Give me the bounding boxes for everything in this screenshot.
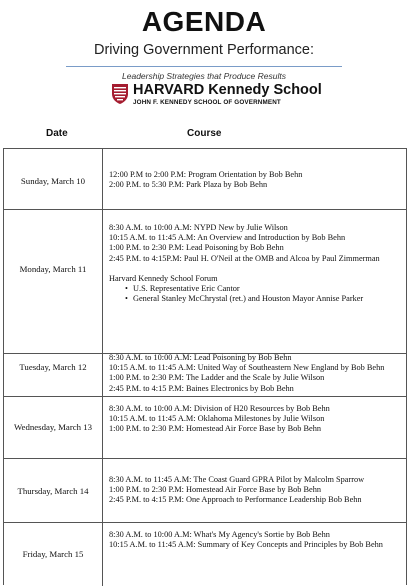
day-date: Tuesday, March 12	[19, 362, 87, 372]
harvard-kennedy-school-logo	[111, 82, 322, 109]
day-sessions	[109, 475, 402, 506]
page-subtitle: Driving Government Performance:	[94, 42, 314, 58]
header-divider	[66, 66, 342, 67]
day-sessions	[109, 223, 402, 304]
table-row	[4, 354, 406, 396]
day-date: Wednesday, March 13	[13, 422, 93, 432]
column-header-course: Course	[187, 128, 222, 139]
session-item: 10:15 A.M. to 11:45 A.M: Summary of Key Concepts and Principles by Bob Behn	[109, 540, 383, 550]
session-item: 1:00 P.M. to 2:30 P.M: Lead Poisoning by Bob Behn	[109, 243, 284, 253]
session-item: 8:30 A.M. to 11:45 A.M: The Coast Guard GPRA Pilot by Malcolm Sparrow	[109, 475, 365, 484]
session-item: 1:00 P.M. to 2:30 P.M: The Ladder and the Scale by Julie Wilson	[109, 373, 325, 383]
session-item: 8:30 A.M. to 10:00 A.M: NYPD New by Julie Wilson	[109, 223, 288, 232]
day-date: Thursday, March 14	[17, 486, 89, 496]
session-item: 10:15 A.M. to 11:45 A.M: An Overview and Introduction by Bob Behn	[109, 233, 346, 243]
forum-title: Harvard Kennedy School Forum	[109, 273, 218, 283]
agenda-table	[3, 148, 407, 585]
day-sessions	[109, 530, 402, 550]
session-item: 8:30 A.M. to 10:00 A.M: What's My Agency's Sortie by Bob Behn	[109, 530, 330, 539]
session-item: 2:45 P.M. to 4:15 P.M: Baines Electronics by Bob Behn	[109, 383, 294, 393]
session-item: 10:15 A.M. to 11:45 A.M: United Way of Southeastern New England by Bob Behn	[109, 363, 385, 373]
page-title: AGENDA	[141, 6, 267, 37]
shield-icon	[111, 83, 129, 105]
day-date: Sunday, March 10	[20, 176, 86, 186]
day-date: Monday, March 11	[19, 264, 87, 274]
session-item: 8:30 A.M. to 10:00 A.M: Lead Poisoning by Bob Behn	[109, 353, 292, 362]
session-item: 2:00 P.M. to 5:30 P.M: Park Plaza by Bob Behn	[109, 180, 268, 190]
session-item: 2:45 P.M. to 4:15 P.M: One Approach to Performance Leadership Bob Behn	[109, 495, 362, 505]
session-item: 2:45 P.M. to 4:15P.M: Paul H. O'Neil at the OMB and Alcoa by Paul Zimmerman	[109, 253, 380, 263]
day-date: Friday, March 15	[22, 549, 84, 559]
logo-subtitle: JOHN F. KENNEDY SCHOOL OF GOVERNMENT	[133, 99, 281, 106]
day-sessions	[109, 404, 402, 435]
spacer	[109, 264, 402, 274]
day-sessions	[109, 353, 402, 394]
session-item: 1:00 P.M. to 2:30 P.M: Homestead Air Force Base by Bob Behn	[109, 485, 322, 495]
table-row	[4, 397, 406, 458]
table-row	[4, 459, 406, 522]
table-row	[4, 523, 406, 585]
session-item: 12:00 P.M to 2:00 P.M: Program Orientation by Bob Behn	[109, 170, 303, 179]
day-sessions	[109, 170, 402, 190]
session-item: 8:30 A.M. to 10:00 A.M: Division of H20 Resources by Bob Behn	[109, 404, 330, 413]
session-item: 1:00 P.M. to 2:30 P.M: Homestead Air Force Base by Bob Behn	[109, 424, 322, 434]
forum-item: • U.S. Representative Eric Cantor	[109, 284, 402, 294]
logo-name: HARVARD Kennedy School	[133, 82, 322, 98]
session-item: 10:15 A.M. to 11:45 A.M: Oklahoma Milestones by Julie Wilson	[109, 414, 325, 424]
table-row	[4, 210, 406, 353]
page-tagline: Leadership Strategies that Produce Results	[122, 71, 286, 81]
column-header-date: Date	[46, 128, 68, 139]
forum-item: • General Stanley McChrystal (ret.) and Houston Mayor Annise Parker	[109, 294, 402, 304]
table-row	[4, 149, 406, 209]
